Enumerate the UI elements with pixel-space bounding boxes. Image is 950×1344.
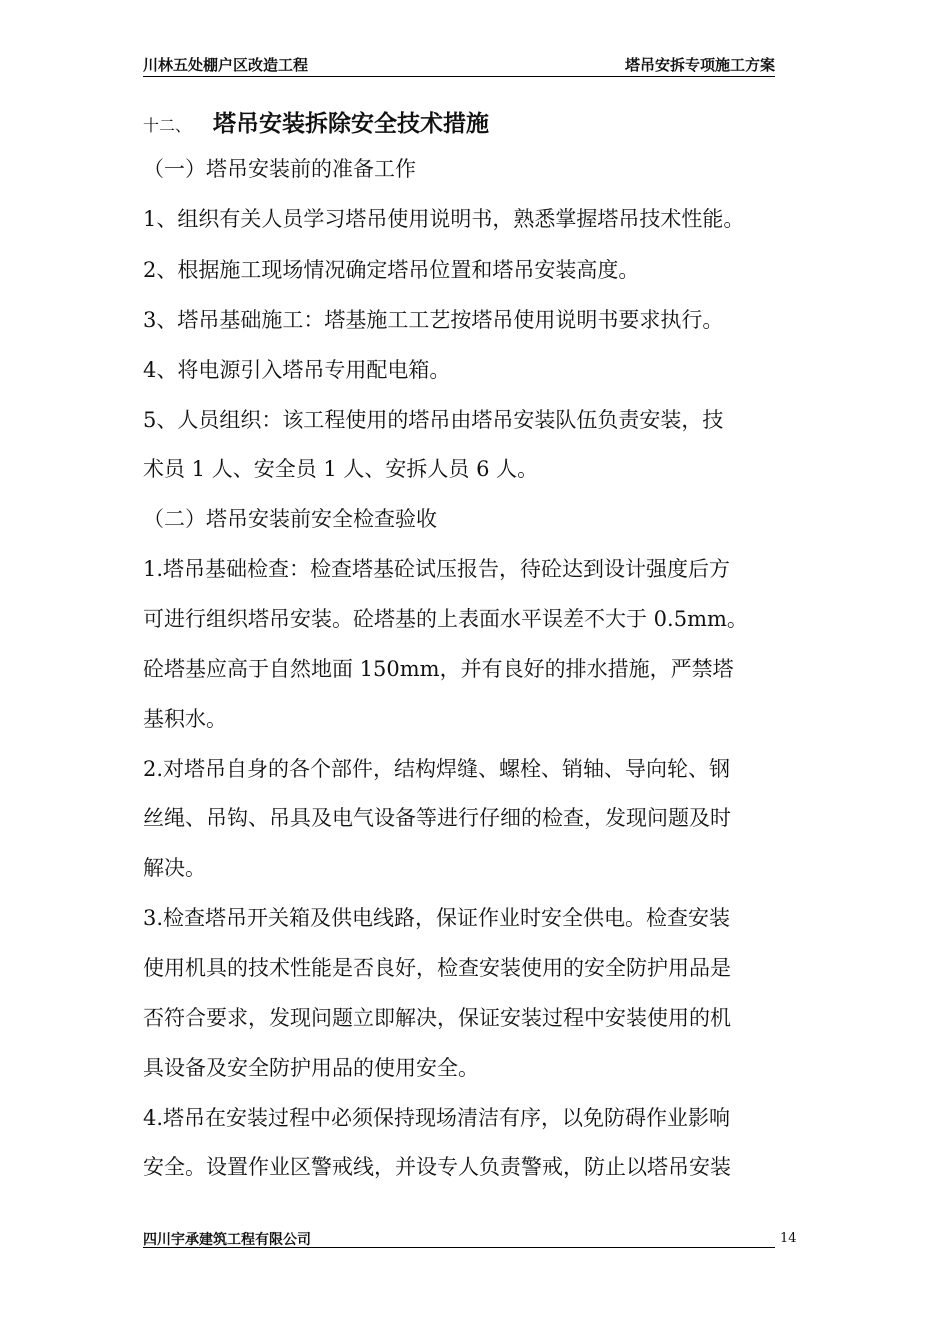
header-document-title: 塔吊安拆专项施工方案 xyxy=(624,56,775,74)
body-line: 2.对塔吊自身的各个部件，结构焊缝、螺栓、销轴、导向轮、钢 xyxy=(143,757,731,781)
body-line: 5、人员组织：该工程使用的塔吊由塔吊安装队伍负责安装，技 xyxy=(143,408,724,432)
body-line: 术员 1 人、安全员 1 人、安拆人员 6 人。 xyxy=(143,457,539,481)
body-line: 1、组织有关人员学习塔吊使用说明书，熟悉掌握塔吊技术性能。 xyxy=(143,207,745,231)
body-line: 使用机具的技术性能是否良好，检查安装使用的安全防护用品是 xyxy=(143,956,731,980)
body-line: 1.塔吊基础检查：检查塔基砼试压报告，待砼达到设计强度后方 xyxy=(143,557,731,581)
body-line: 基积水。 xyxy=(143,707,227,731)
body-line: 4、将电源引入塔吊专用配电箱。 xyxy=(143,358,451,382)
body-line: 可进行组织塔吊安装。砼塔基的上表面水平误差不大于 0.5mm。 xyxy=(143,607,748,631)
body-line: 安全。设置作业区警戒线，并设专人负责警戒，防止以塔吊安装 xyxy=(143,1155,731,1179)
body-line: 3、塔吊基础施工：塔基施工工艺按塔吊使用说明书要求执行。 xyxy=(143,308,724,332)
page-header xyxy=(143,52,775,77)
body-line: 丝绳、吊钩、吊具及电气设备等进行仔细的检查，发现问题及时 xyxy=(143,806,731,830)
subsection-heading-2: （二）塔吊安装前安全检查验收 xyxy=(143,507,437,531)
section-title: 塔吊安装拆除安全技术措施 xyxy=(213,111,489,137)
body-line: 否符合要求，发现问题立即解决，保证安装过程中安装使用的机 xyxy=(143,1006,731,1030)
page-footer xyxy=(143,1229,775,1248)
body-line: 具设备及安全防护用品的使用安全。 xyxy=(143,1056,479,1080)
subsection-heading-1: （一）塔吊安装前的准备工作 xyxy=(143,157,416,181)
body-line: 砼塔基应高于自然地面 150mm，并有良好的排水措施，严禁塔 xyxy=(143,657,734,681)
body-line: 3.检查塔吊开关箱及供电线路，保证作业时安全供电。检查安装 xyxy=(143,906,731,930)
body-line: 4.塔吊在安装过程中必须保持现场清洁有序，以免防碍作业影响 xyxy=(143,1106,731,1130)
body-line: 2、根据施工现场情况确定塔吊位置和塔吊安装高度。 xyxy=(143,258,640,282)
body-line: 解决。 xyxy=(143,856,206,880)
section-number: 十二、 xyxy=(143,116,192,135)
footer-company-name: 四川宇承建筑工程有限公司 xyxy=(143,1232,311,1248)
header-project-name: 川林五处棚户区改造工程 xyxy=(143,56,309,74)
page-number: 14 xyxy=(780,1231,797,1246)
